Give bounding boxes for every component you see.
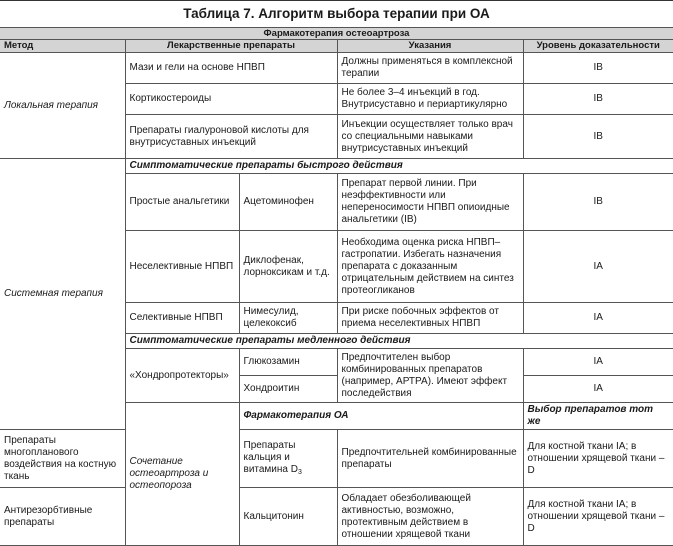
- local-level-1: IB: [523, 53, 673, 84]
- local-note-2: Не более 3–4 инъекций в год. Внутрисуставно и периартикулярно: [337, 84, 523, 115]
- slow-level-1: IA: [523, 349, 673, 376]
- slow-acting-header: Симптоматические препараты медленного действия: [125, 334, 673, 349]
- method-local: Локальная терапия: [0, 53, 125, 159]
- combined-drug-1-sub: 3: [297, 469, 302, 476]
- local-note-1: Должны применяться в комплексной терапии: [337, 53, 523, 84]
- combined-header-a: Фармакотерапия ОА: [239, 403, 523, 430]
- local-level-2: IB: [523, 84, 673, 115]
- combined-drug-1: [239, 430, 337, 488]
- combined-group-1: Препараты многопланового воздействия на костную ткань: [0, 430, 125, 488]
- fast-group-2: Неселективные НПВП: [125, 231, 239, 303]
- fast-group-1: Простые анальгетики: [125, 174, 239, 231]
- header-notes: Указания: [337, 40, 523, 53]
- fast-group-3: Селективные НПВП: [125, 303, 239, 334]
- combined-drug-2: Кальцитонин: [239, 488, 337, 546]
- local-drug-3: Препараты гиалуроновой кислоты для внутрисуставных инъекций: [125, 115, 337, 159]
- slow-group: «Хондропротекторы»: [125, 349, 239, 403]
- local-drug-1: Мази и гели на основе НПВП: [125, 53, 337, 84]
- combined-level-2: Для костной ткани IA; в отношении хрящевой ткани – D: [523, 488, 673, 546]
- fast-level-2: IA: [523, 231, 673, 303]
- fast-level-1: IB: [523, 174, 673, 231]
- method-systemic: Системная терапия: [0, 159, 125, 430]
- fast-drug-1: Ацетоминофен: [239, 174, 337, 231]
- slow-drug-2: Хондроитин: [239, 376, 337, 403]
- slow-level-2: IA: [523, 376, 673, 403]
- fast-note-2: Необходима оценка риска НПВП–гастропатии. Избегать назначения препарата с доказанным отрицательным действием на синтез протеогликанов: [337, 231, 523, 303]
- local-note-3: Инъекции осуществляет только врач со специальными навыками внутрисуставных инъекций: [337, 115, 523, 159]
- slow-drug-1: Глюкозамин: [239, 349, 337, 376]
- combined-note-1: Предпочтительней комбинированные препараты: [337, 430, 523, 488]
- method-combined: Сочетание остеоартроза и остеопороза: [125, 403, 239, 546]
- fast-drug-2: Диклофенак, лорноксикам и т.д.: [239, 231, 337, 303]
- local-level-3: IB: [523, 115, 673, 159]
- fast-note-3: При риске побочных эффектов от приема неселективных НПВП: [337, 303, 523, 334]
- local-drug-2: Кортикостероиды: [125, 84, 337, 115]
- combined-note-2: Обладает обезболивающей активностью, возможно, протективным действием в отношении хрящевой ткани: [337, 488, 523, 546]
- header-method: Метод: [0, 40, 125, 53]
- therapy-table: [0, 27, 673, 546]
- fast-drug-3: Нимесулид, целекоксиб: [239, 303, 337, 334]
- slow-note: Предпочтителен выбор комбинированных препаратов (например, АРТРА). Имеют эффект последействия: [337, 349, 523, 403]
- table-title: Таблица 7. Алгоритм выбора терапии при ОА: [0, 0, 673, 28]
- header-level: Уровень доказательности: [523, 40, 673, 53]
- combined-header-b: Выбор препаратов тот же: [523, 403, 673, 430]
- fast-note-1: Препарат первой линии. При неэффективности или непереносимости НПВП опиоидные анальгетики (IB): [337, 174, 523, 231]
- combined-level-1: Для костной ткани IA; в отношении хрящевой ткани – D: [523, 430, 673, 488]
- band-header: Фармакотерапия остеоартроза: [0, 28, 673, 40]
- combined-group-2: Антирезорбтивные препараты: [0, 488, 125, 546]
- header-drugs: Лекарственные препараты: [125, 40, 337, 53]
- combined-drug-1-main: Препараты кальция и витамина D: [243, 440, 298, 475]
- fast-acting-header: Симптоматические препараты быстрого действия: [125, 159, 673, 174]
- fast-level-3: IA: [523, 303, 673, 334]
